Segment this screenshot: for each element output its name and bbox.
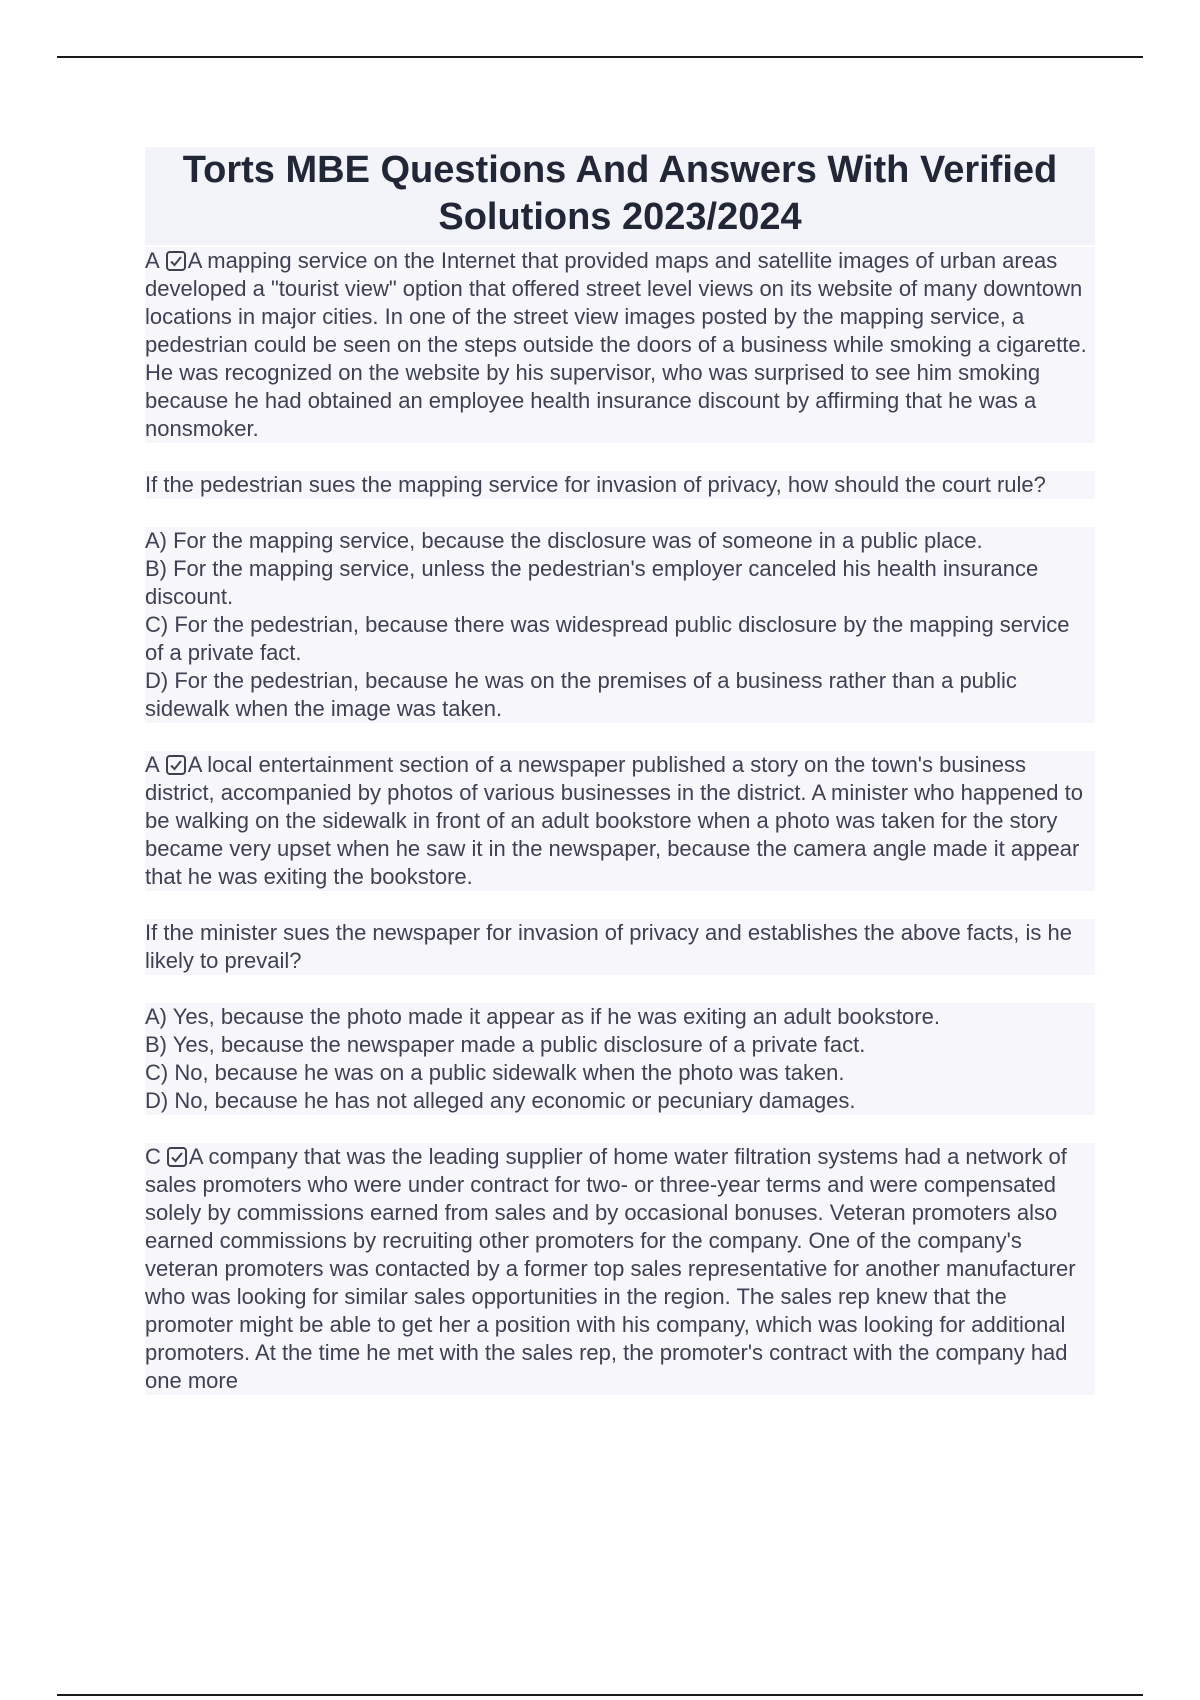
option-d: D) No, because he has not alleged any economic or pecuniary damages. (145, 1088, 856, 1113)
footer-rule (57, 1694, 1143, 1696)
question-prompt: If the pedestrian sues the mapping service for invasion of privacy, how should the court rule? (145, 471, 1095, 499)
document-body (145, 147, 1095, 1395)
question-stem: A local entertainment section of a newspaper published a story on the town's business district, accompanied by photos of various businesses in the district. A minister who happened to be walking on the sidewalk in front of an adult bookstore when a photo was taken for the story became very upset when he saw it in the newspaper, because the camera angle made it appear that he was exiting the bookstore. (145, 752, 1083, 889)
page-title: Torts MBE Questions And Answers With Verified Solutions 2023/2024 (145, 147, 1095, 245)
question-1-stem-paragraph (145, 247, 1095, 443)
option-a: A) For the mapping service, because the disclosure was of someone in a public place. (145, 528, 983, 553)
option-c: C) No, because he was on a public sidewalk when the photo was taken. (145, 1060, 845, 1085)
option-a: A) Yes, because the photo made it appear as if he was exiting an adult bookstore. (145, 1004, 940, 1029)
question-stem: A company that was the leading supplier of home water filtration systems had a network of sales promoters who were under contract for two- or three-year terms and were compensated solely by commissions earned from sales and by occasional bonuses. Veteran promoters also earned commissions by recruiting other promoters for the company. One of the company's veteran promoters was contacted by a former top sales representative for another manufacturer who was looking for similar sales opportunities in the region. The sales rep knew that the promoter might be able to get her a position with his company, which was looking for additional promoters. At the time he met with the sales rep, the promoter's contract with the company had one more (145, 1144, 1076, 1393)
checkbox-checked-icon (166, 251, 186, 271)
answer-letter: A (145, 248, 160, 273)
checkbox-checked-icon (167, 1147, 187, 1167)
answer-letter: C (145, 1144, 161, 1169)
option-d: D) For the pedestrian, because he was on the premises of a business rather than a public sidewalk when the image was taken. (145, 668, 1017, 721)
question-1 (145, 247, 1095, 723)
question-stem: A mapping service on the Internet that provided maps and satellite images of urban areas developed a "tourist view" option that offered street level views on its website of many downtown locations in major cities. In one of the street view images posted by the mapping service, a pedestrian could be seen on the steps outside the doors of a business while smoking a cigarette. He was recognized on the website by his supervisor, who was surprised to see him smoking because he had obtained an employee health insurance discount by affirming that he was a nonsmoker. (145, 248, 1087, 441)
question-prompt: If the minister sues the newspaper for invasion of privacy and establishes the above facts, is he likely to prevail? (145, 919, 1095, 975)
option-b: B) Yes, because the newspaper made a public disclosure of a private fact. (145, 1032, 866, 1057)
checkbox-checked-icon (166, 755, 186, 775)
question-3-stem-paragraph (145, 1143, 1095, 1395)
answer-letter: A (145, 752, 160, 777)
option-b: B) For the mapping service, unless the pedestrian's employer canceled his health insurance discount. (145, 556, 1039, 609)
header-rule (57, 56, 1143, 58)
question-3 (145, 1143, 1095, 1395)
answer-options (145, 1003, 1095, 1115)
question-2 (145, 751, 1095, 1115)
option-c: C) For the pedestrian, because there was widespread public disclosure by the mapping service of a private fact. (145, 612, 1070, 665)
question-2-stem-paragraph (145, 751, 1095, 891)
answer-options (145, 527, 1095, 723)
